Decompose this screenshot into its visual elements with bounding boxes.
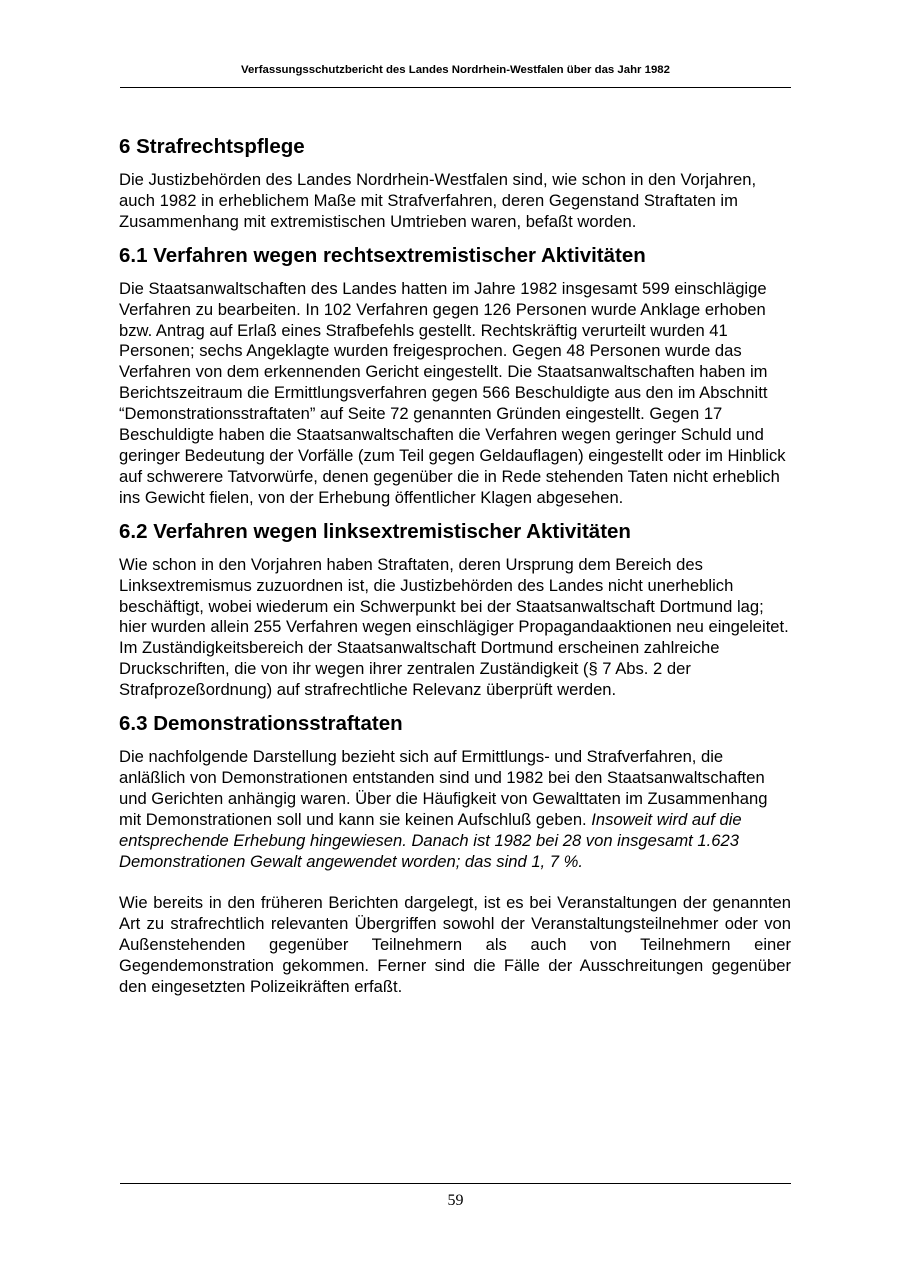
section-6-2-paragraph: Wie schon in den Vorjahren haben Straftaten, deren Ursprung dem Bereich des Linksextremismus zuzuordnen ist, die Justizbehörden des Landes nicht unerheblich beschäftigt, wobei wiederum ein Schwerpunkt bei der Staatsanwaltschaft Dortmund lag; hier wurden allein 255 Verfahren wegen einschlägiger Propagandaaktionen neu eingeleitet. Im Zuständigkeitsbereich der Staatsanwaltschaft Dortmund erscheinen zahlreiche Druckschriften, die von ihr wegen ihrer zentralen Zuständigkeit (§ 7 Abs. 2 der Strafprozeßordnung) auf strafrechtliche Relevanz überprüft werden. xyxy=(119,554,789,700)
footer-rule xyxy=(120,1183,791,1184)
section-6-3-paragraph-1-italic: Insoweit wird auf die entsprechende Erhebung hingewiesen. Danach ist 1982 bei 28 von insgesamt 1.623 Demonstrationen Gewalt angewendet worden; das sind 1, 7 %. xyxy=(119,809,742,871)
section-6-3-paragraph-1 xyxy=(119,747,791,872)
section-heading-6: 6 Strafrechtspflege xyxy=(119,135,305,158)
section-6-3-paragraph-1-plain: Die nachfolgende Darstellung bezieht sich auf Ermittlungs- und Strafverfahren, die anläßlich von Demonstrationen entstanden sind und 1982 bei den Staatsanwaltschaften und Gerichten anhängig waren. Über die Häufigkeit von Gewalttaten im Zusammenhang mit Demonstrationen soll und kann sie keinen Aufschluß geben. xyxy=(119,747,768,829)
section-6-3-paragraph-2: Wie bereits in den früheren Berichten dargelegt, ist es bei Veranstaltungen der genannten Art zu strafrechtlich relevanten Übergriffen sowohl der Veranstaltungsteilnehmer oder von Außenstehenden gegenüber Teilnehmern als auch von Teilnehmern einer Gegendemonstration gekommen. Ferner sind die Fälle der Ausschreitungen gegenüber den eingesetzten Polizeikräften erfaßt. xyxy=(119,892,791,996)
page-number: 59 xyxy=(447,1192,464,1209)
running-header: Verfassungsschutzbericht des Landes Nordrhein-Westfalen über das Jahr 1982 xyxy=(241,64,670,76)
section-heading-6-1: 6.1 Verfahren wegen rechtsextremistischer Aktivitäten xyxy=(119,243,646,267)
page-body xyxy=(119,134,791,998)
header-rule xyxy=(120,87,791,88)
section-6-paragraph: Die Justizbehörden des Landes Nordrhein-Westfalen sind, wie schon in den Vorjahren, auch 1982 in erheblichem Maße mit Strafverfahren, deren Gegenstand Straftaten im Zusammenhang mit extremistischen Umtrieben waren, befaßt worden. xyxy=(119,170,757,231)
section-heading-6-2: 6.2 Verfahren wegen linksextremistischer Aktivitäten xyxy=(119,519,631,543)
section-6-1-paragraph: Die Staatsanwaltschaften des Landes hatten im Jahre 1982 insgesamt 599 einschlägige Verfahren zu bearbeiten. In 102 Verfahren gegen 126 Personen wurde Anklage erhoben bzw. Antrag auf Erlaß eines Strafbefehls gestellt. Rechtskräftig verurteilt wurden 41 Personen; sechs Angeklagte wurden freigesprochen. Gegen 48 Personen wurde das Verfahren von dem erkennenden Gericht eingestellt. Die Staatsanwaltschaften haben im Berichtszeitraum die Ermittlungsverfahren gegen 566 Beschuldigte aus den im Abschnitt “Demonstrationsstraftaten” auf Seite 72 genannten Gründen eingestellt. Gegen 17 Beschuldigte haben die Staatsanwaltschaften die Verfahren wegen geringer Schuld und geringer Bedeutung der Vorfälle (zum Teil gegen Geldauflagen) eingestellt oder im Hinblick auf schwerere Tatvorwürfe, denen gegenüber die in Rede stehenden Taten nicht erheblich ins Gewicht fielen, von der Erhebung öffentlicher Klagen abgesehen. xyxy=(119,278,786,507)
section-heading-6-3: 6.3 Demonstrationsstraftaten xyxy=(119,712,403,736)
